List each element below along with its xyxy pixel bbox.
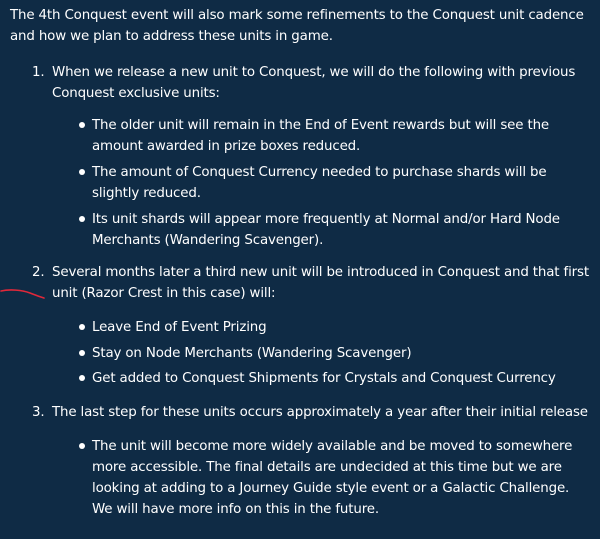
bullet-text: Leave End of Event Prizing — [92, 320, 267, 335]
step-text: When we release a new unit to Conquest, we will do the following with previous Conquest exclusive units: — [52, 65, 576, 101]
step-number: 2. — [32, 265, 45, 280]
bullet-text: Its unit shards will appear more frequently at Normal and/or Hard Node Merchants (Wandering Scavenger). — [92, 212, 560, 248]
step-number: 1. — [32, 65, 45, 80]
step-number: 3. — [32, 405, 45, 420]
bullet-icon — [79, 169, 85, 175]
bullet-icon — [79, 122, 85, 128]
bullet-icon — [79, 350, 85, 356]
bullet-text: The older unit will remain in the End of Event rewards but will see the amount awarded in prize boxes reduced. — [92, 118, 549, 154]
bullet-text: The amount of Conquest Currency needed to purchase shards will be slightly reduced. — [92, 165, 547, 201]
bullet-icon — [79, 443, 85, 449]
bullet-icon — [79, 375, 85, 381]
bullet-icon — [79, 216, 85, 222]
bullet-icon — [79, 324, 85, 330]
bullet-text: Stay on Node Merchants (Wandering Scavenger) — [92, 346, 412, 361]
step-text: Several months later a third new unit will be introduced in Conquest and that first unit (Razor Crest in this case) will: — [52, 265, 589, 301]
step-text: The last step for these units occurs approximately a year after their initial release — [52, 405, 588, 420]
bullet-text: The unit will become more widely available and be moved to somewhere more accessible. The final details are undecided at this time but we are looking at adding to a Journey Guide style event or a Galactic Challenge. We will have more info on this in the future. — [92, 439, 573, 517]
intro-paragraph: The 4th Conquest event will also mark some refinements to the Conquest unit cadence and how we plan to address these units in game. — [10, 8, 584, 44]
bullet-text: Get added to Conquest Shipments for Crystals and Conquest Currency — [92, 371, 556, 386]
red-annotation-mark — [0, 286, 46, 300]
